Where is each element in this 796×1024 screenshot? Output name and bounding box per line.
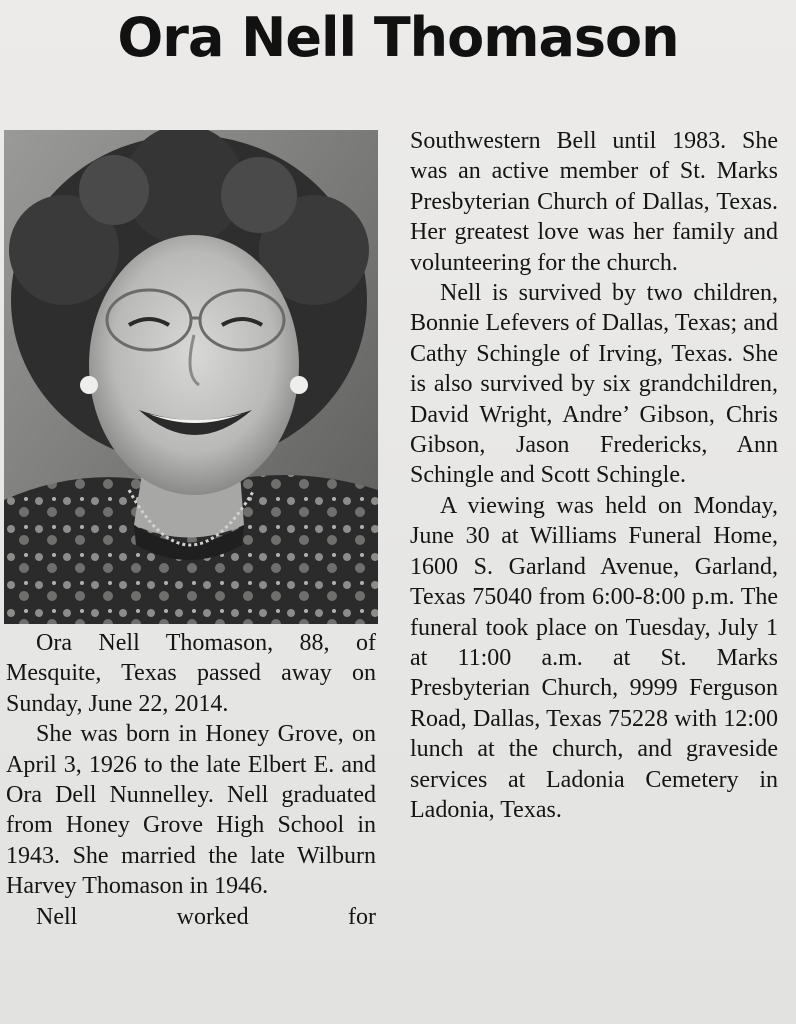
obituary-paragraph: Nell worked for: [36, 903, 376, 930]
obituary-paragraph: Nell is survived by two children, Bonnie Lefevers of Dallas, Texas; and Cathy Schingle of Irving, Texas. She is also survived by six grandchildren, David Wright, Andre’ Gibson, Chris Gibson, Jason Fredericks, Ann Schingle and Scott Schingle.: [410, 280, 778, 489]
obituary-title: Ora Nell Thomason: [117, 6, 679, 69]
obituary-paragraph: Ora Nell Thomason, 88, of Mesquite, Texas passed away on Sunday, June 22, 2014.: [6, 630, 376, 717]
obituary-paragraph: She was born in Honey Grove, on April 3, 1926 to the late Elbert E. and Ora Dell Nunnelley. Nell graduated from Honey Grove High School in 1943. She married the late Wilburn Harvey Thomason in 1946.: [6, 721, 376, 900]
portrait-photo: [4, 130, 378, 624]
right-column: [410, 126, 778, 825]
left-column: [6, 628, 376, 932]
obituary-paragraph: A viewing was held on Monday, June 30 at Williams Funeral Home, 1600 S. Garland Avenue, Garland, Texas 75040 from 6:00-8:00 p.m. The funeral took place on Tuesday, July 1 at 11:00 a.m. at St. Marks Presbyterian Church, 9999 Ferguson Road, Dallas, Texas 75228 with 12:00 lunch at the church, and graveside services at Ladonia Cemetery in Ladonia, Texas.: [410, 492, 778, 823]
obituary-paragraph: Southwestern Bell until 1983. She was an active member of St. Marks Presbyterian Church of Dallas, Texas. Her greatest love was her family and volunteering for the church.: [410, 128, 778, 276]
